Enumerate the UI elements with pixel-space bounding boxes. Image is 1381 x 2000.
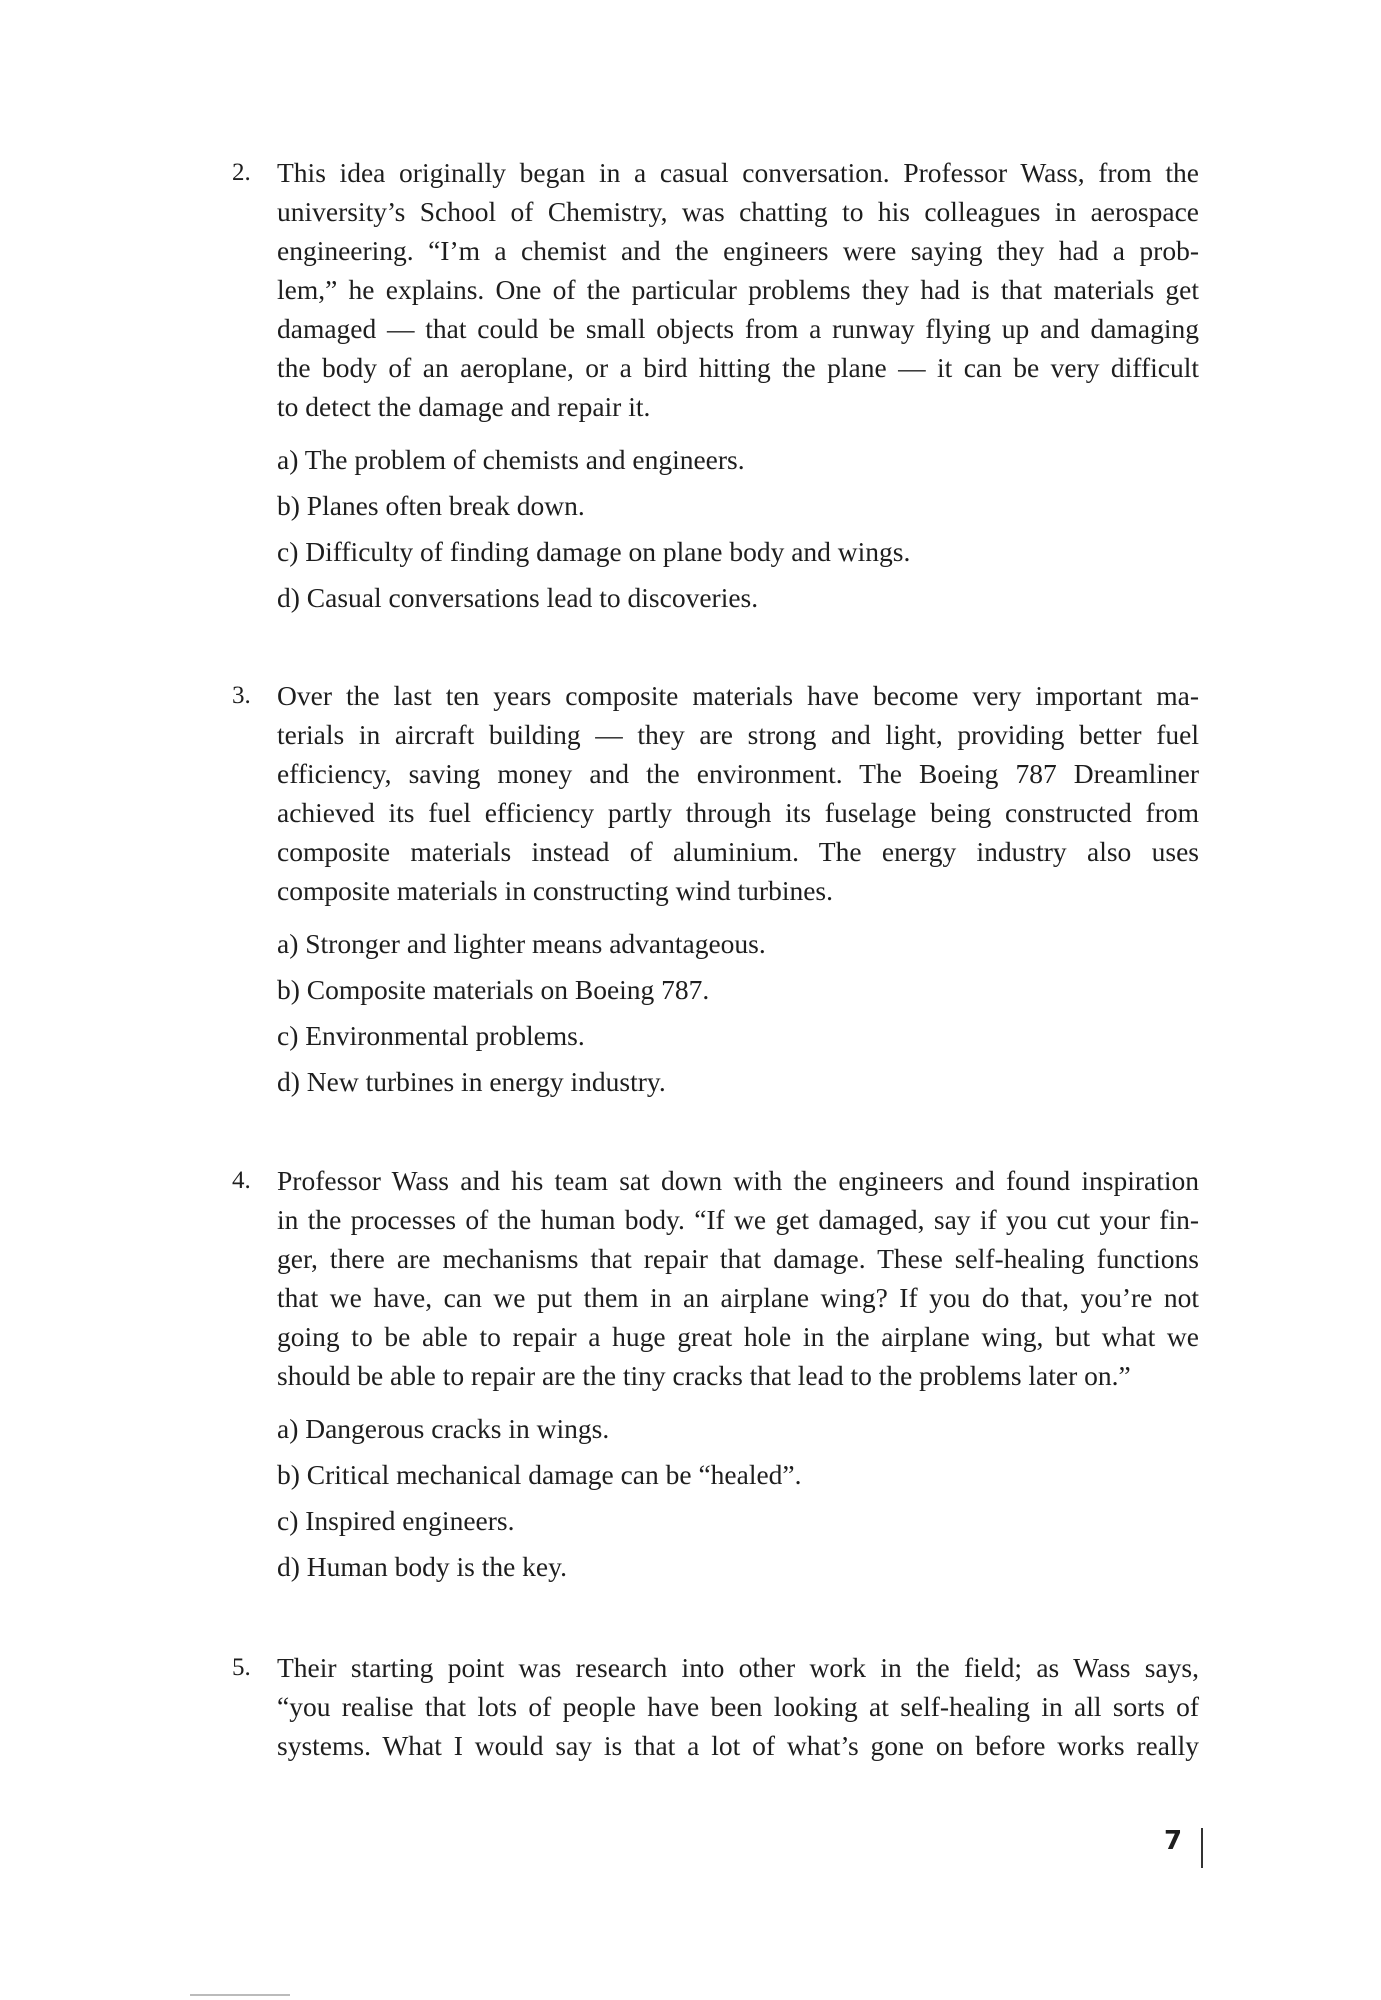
page-number: 7 [1164, 1826, 1183, 1856]
question-number: 2. [232, 159, 251, 186]
text-line: achieved its fuel efficiency partly through its fuselage being constructed from [277, 797, 1199, 828]
text-line: lem,” he explains. One of the particular problems they had is that materials get [277, 274, 1199, 305]
text-line: Professor Wass and his team sat down with the engineers and found inspiration [277, 1165, 1199, 1196]
text-line: This idea originally began in a casual conversation. Professor Wass, from the [277, 157, 1199, 188]
text-line: composite materials instead of aluminium. The energy industry also uses [277, 836, 1199, 867]
answer-option: b) Critical mechanical damage can be “healed”. [277, 1459, 802, 1490]
text-line: composite materials in constructing wind turbines. [277, 875, 834, 906]
text-line: efficiency, saving money and the environment. The Boeing 787 Dreamliner [277, 758, 1199, 789]
question-item [232, 153, 1202, 621]
question-item [232, 1648, 1202, 1765]
text-line: that we have, can we put them in an airplane wing? If you do that, you’re not [277, 1282, 1199, 1313]
question-item [232, 1161, 1202, 1590]
answer-options [277, 921, 1202, 1105]
text-line: going to be able to repair a huge great hole in the airplane wing, but what we [277, 1321, 1199, 1352]
text-line: “you realise that lots of people have been looking at self-healing in all sorts of [277, 1691, 1199, 1722]
text-line: engineering. “I’m a chemist and the engineers were saying they had a prob- [277, 235, 1199, 266]
answer-options [277, 437, 1202, 621]
question-number: 3. [232, 682, 251, 709]
answer-option: c) Environmental problems. [277, 1020, 585, 1051]
question-text [277, 153, 1199, 426]
text-line: ger, there are mechanisms that repair that damage. These self-healing functions [277, 1243, 1199, 1274]
answer-option: a) Dangerous cracks in wings. [277, 1413, 610, 1444]
answer-option: b) Planes often break down. [277, 490, 585, 521]
text-line: terials in aircraft building — they are strong and light, providing better fuel [277, 719, 1199, 750]
text-line: in the processes of the human body. “If we get damaged, say if you cut your fin- [277, 1204, 1199, 1235]
page-number-divider [1201, 1828, 1203, 1868]
answer-option: c) Difficulty of finding damage on plane body and wings. [277, 536, 911, 567]
text-line: systems. What I would say is that a lot of what’s gone on before works really [277, 1730, 1199, 1761]
text-line: damaged — that could be small objects from a runway flying up and damaging [277, 313, 1199, 344]
scan-artifact-line [190, 1994, 290, 1996]
text-line: should be able to repair are the tiny cracks that lead to the problems later on.” [277, 1360, 1131, 1391]
question-number: 4. [232, 1167, 251, 1194]
text-line: university’s School of Chemistry, was chatting to his colleagues in aerospace [277, 196, 1199, 227]
answer-option: a) The problem of chemists and engineers. [277, 444, 745, 475]
text-line: to detect the damage and repair it. [277, 391, 651, 422]
question-text [277, 676, 1199, 910]
answer-option: c) Inspired engineers. [277, 1505, 515, 1536]
answer-option: b) Composite materials on Boeing 787. [277, 974, 710, 1005]
text-line: Their starting point was research into other work in the field; as Wass says, [277, 1652, 1199, 1683]
text-line: the body of an aeroplane, or a bird hitting the plane — it can be very difficult [277, 352, 1199, 383]
answer-option: d) Casual conversations lead to discoveries. [277, 582, 759, 613]
answer-option: d) New turbines in energy industry. [277, 1066, 666, 1097]
answer-options [277, 1406, 1202, 1590]
answer-option: a) Stronger and lighter means advantageous. [277, 928, 766, 959]
question-item [232, 676, 1202, 1105]
question-text [277, 1161, 1199, 1395]
text-line: Over the last ten years composite materials have become very important ma- [277, 680, 1199, 711]
question-text [277, 1648, 1199, 1765]
answer-option: d) Human body is the key. [277, 1551, 567, 1582]
question-number: 5. [232, 1654, 251, 1681]
